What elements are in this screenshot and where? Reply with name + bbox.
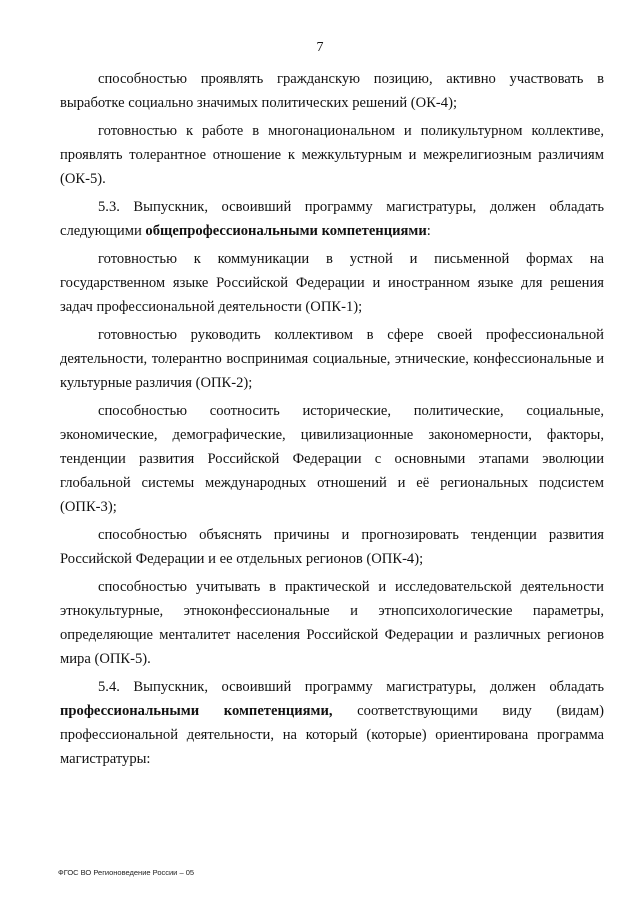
paragraph-opk1: готовностью к коммуникации в устной и письменной формах на государственном языке Российской Федерации и иностранном языке для решения задач профессиональной деятельности (ОПК-1); bbox=[60, 251, 604, 315]
document-body bbox=[60, 67, 604, 775]
paragraph-ok5: готовностью к работе в многонациональном и поликультурном коллективе, проявлять толерантное отношение к межкультурным и межрелигиозным различиям (ОК-5). bbox=[60, 123, 604, 187]
paragraph-ok4: способностью проявлять гражданскую позицию, активно участвовать в выработке социально значимых политических решений (ОК-4); bbox=[60, 71, 604, 111]
paragraph-5-3: 5.3. Выпускник, освоивший программу магистратуры, должен обладать следующими общепрофессиональными компетенциями: bbox=[60, 199, 604, 239]
document-footer: ФГОС ВО Регионоведение России – 05 bbox=[58, 868, 195, 877]
paragraph-5-4: 5.4. Выпускник, освоивший программу магистратуры, должен обладать профессиональными компетенциями, соответствующими виду (видам) профессиональной деятельности, на который (которые) ориентирована программа магистратуры: bbox=[60, 679, 604, 767]
bold-term: профессиональными компетенциями, bbox=[60, 703, 333, 719]
page-number: 7 bbox=[316, 40, 324, 55]
paragraph-opk2: готовностью руководить коллективом в сфере своей профессиональной деятельности, толерантно воспринимая социальные, этнические, конфессиональные и культурные различия (ОПК-2); bbox=[60, 327, 604, 391]
paragraph-opk3: способностью соотносить исторические, политические, социальные, экономические, демографические, цивилизационные закономерности, факторы, тенденции развития Российской Федерации с основными этапами эволюции глобальной системы международных отношений и её региональных подсистем (ОПК-3); bbox=[60, 403, 604, 515]
paragraph-opk4: способностью объяснять причины и прогнозировать тенденции развития Российской Федерации и ее отдельных регионов (ОПК-4); bbox=[60, 527, 604, 567]
paragraph-opk5: способностью учитывать в практической и исследовательской деятельности этнокультурные, этноконфессиональные и этнопсихологические параметры, определяющие менталитет населения Российской Федерации и различных регионов мира (ОПК-5). bbox=[60, 579, 604, 667]
bold-term: общепрофессиональными компетенциями bbox=[145, 223, 427, 239]
